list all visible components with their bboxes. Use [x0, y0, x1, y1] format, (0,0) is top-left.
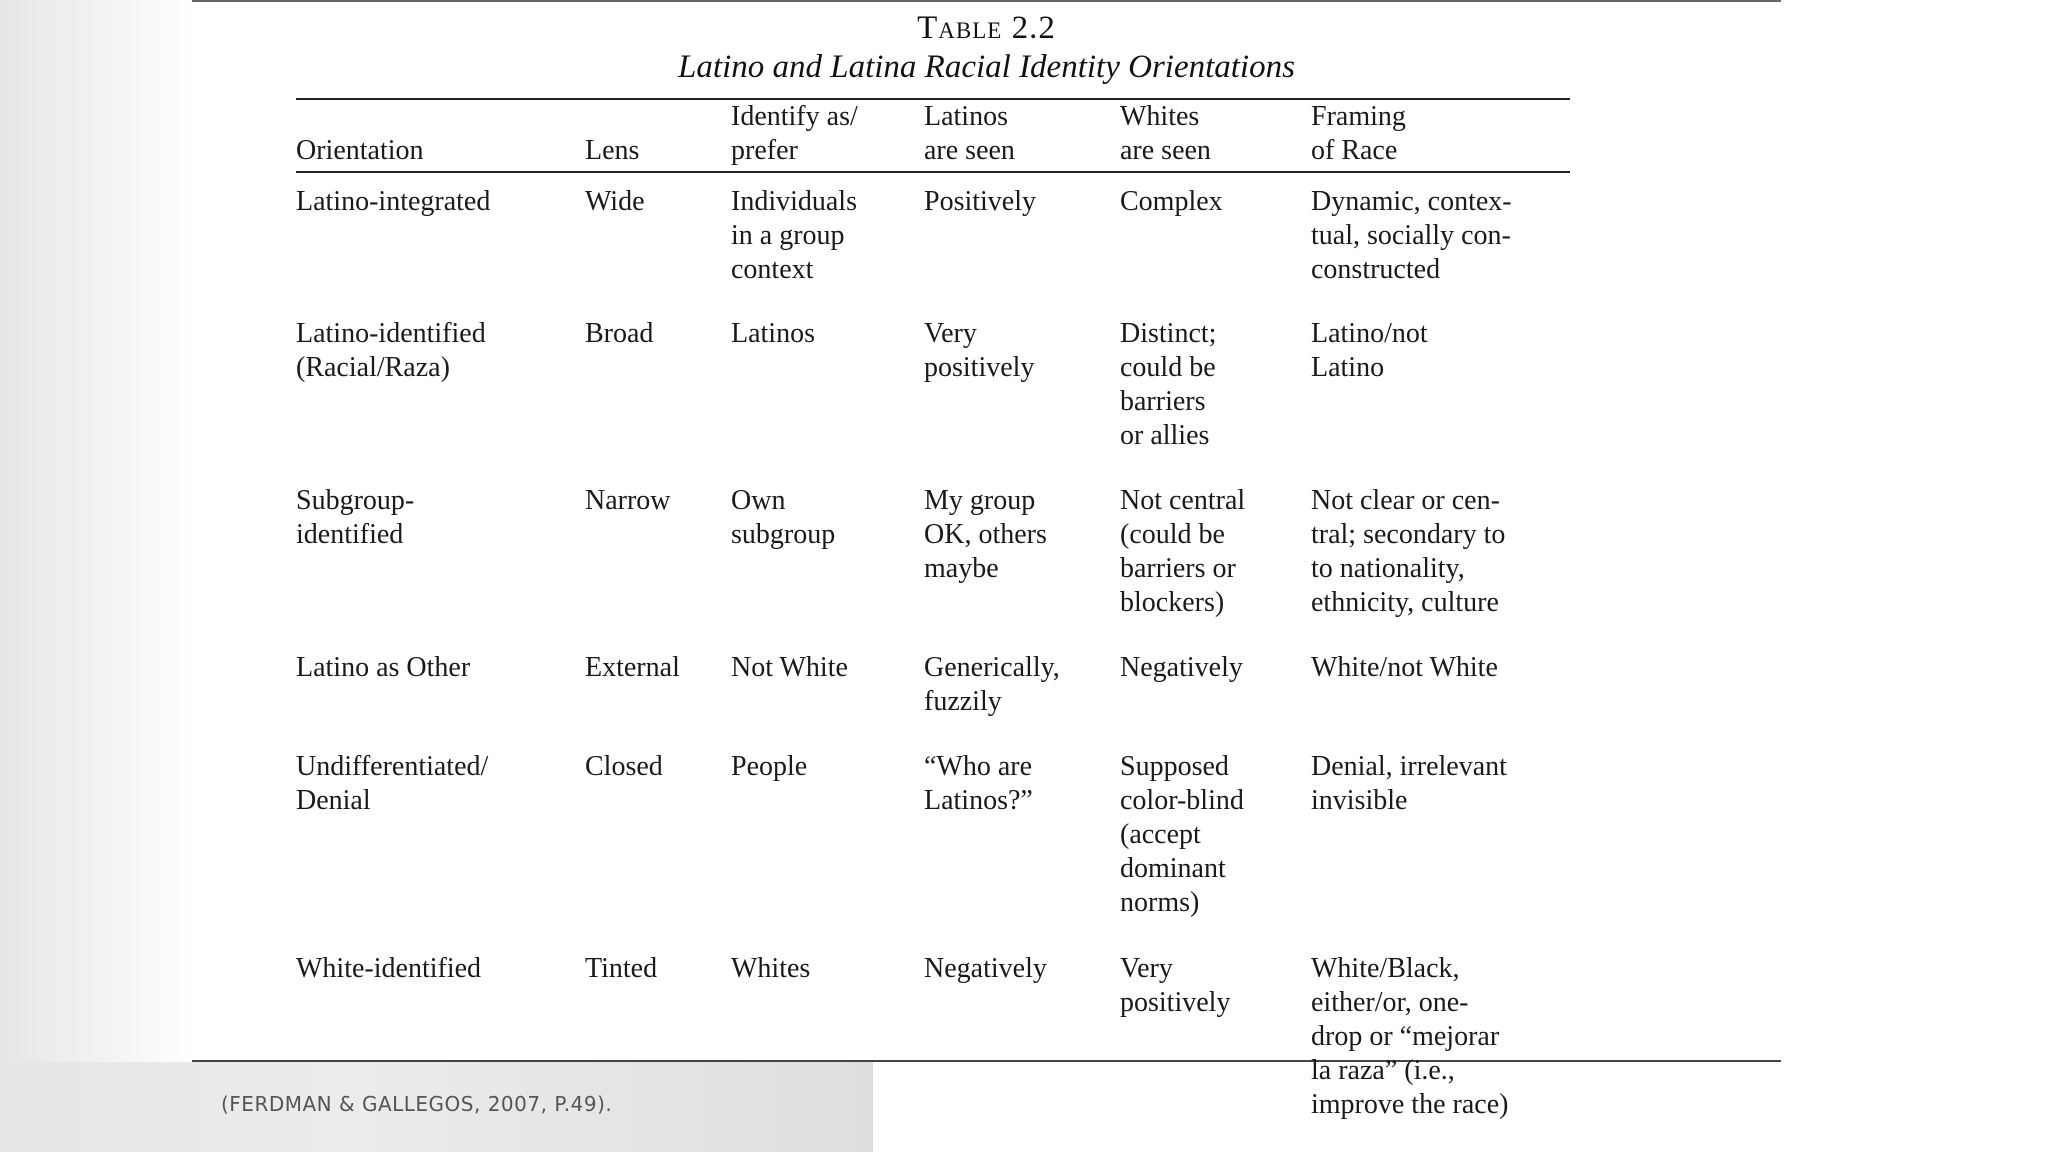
table-cell: Latino/not Latino [1311, 318, 1428, 383]
table-cell: Wide [585, 186, 645, 217]
left-background-gradient [0, 0, 192, 1152]
table-cell: Narrow [585, 485, 671, 516]
table-cell: Latinos [731, 318, 815, 349]
table-cell: Latino-integrated [296, 186, 491, 217]
column-header: Framing of Race [1311, 101, 1406, 166]
table-header-row [296, 100, 1570, 171]
table-row [296, 173, 1570, 305]
column-header: Orientation [296, 135, 424, 166]
table-cell: Subgroup- identified [296, 485, 415, 550]
table-cell: Negatively [924, 953, 1047, 984]
column-header: Whites are seen [1120, 101, 1211, 166]
citation: (FERDMAN & GALLEGOS, 2007, P.49). [221, 1092, 613, 1116]
column-header: Latinos are seen [924, 101, 1015, 166]
table-cell: Not clear or cen- tral; secondary to to nationality, ethnicity, culture [1311, 485, 1506, 618]
table-cell: External [585, 652, 680, 683]
table-cell: My group OK, others maybe [924, 485, 1047, 584]
table-cell: Undifferentiated/ Denial [296, 751, 489, 816]
identity-orientations-table [296, 98, 1570, 1137]
table-cell: Complex [1120, 186, 1223, 217]
column-header: Lens [585, 135, 640, 166]
table-cell: Broad [585, 318, 654, 349]
table-title-block [192, 10, 1781, 86]
table-cell: Supposed color-blind (accept dominant norms) [1120, 751, 1244, 918]
table-row [296, 305, 1570, 472]
table-cell: Whites [731, 953, 811, 984]
table-cell: Not central (could be barriers or blockers) [1120, 485, 1246, 618]
table-cell: Very positively [1120, 953, 1231, 1018]
table-row [296, 472, 1570, 639]
table-cell: Denial, irrelevant invisible [1311, 751, 1507, 816]
table-cell: Very positively [924, 318, 1035, 383]
table-cell: People [731, 751, 808, 782]
table-cell: White/not White [1311, 652, 1498, 683]
table-cell: Generically, fuzzily [924, 652, 1060, 717]
table-cell: Own subgroup [731, 485, 836, 550]
table-cell: Positively [924, 186, 1037, 217]
table-cell: Not White [731, 652, 848, 683]
table-cell: “Who are Latinos?” [924, 751, 1033, 816]
table-caption: Latino and Latina Racial Identity Orientations [678, 49, 1295, 85]
table-cell: Latino as Other [296, 652, 471, 683]
table-cell: Individuals in a group context [731, 186, 857, 285]
table-cell: Latino-identified (Racial/Raza) [296, 318, 486, 383]
table-cell: White-identified [296, 953, 482, 984]
table-cell: Dynamic, contex- tual, socially con- constructed [1311, 186, 1512, 285]
table-cell: Negatively [1120, 652, 1243, 683]
table-row [296, 738, 1570, 940]
table-row [296, 639, 1570, 738]
table-label: Table 2.2 [917, 10, 1056, 46]
table-cell: White/Black, either/or, one- drop or “mejorar la raza” (i.e., improve the race) [1311, 953, 1509, 1120]
table-cell: Tinted [585, 953, 658, 984]
table-cell: Distinct; could be barriers or allies [1120, 318, 1217, 451]
column-header: Identify as/ prefer [731, 101, 858, 166]
table-cell: Closed [585, 751, 663, 782]
